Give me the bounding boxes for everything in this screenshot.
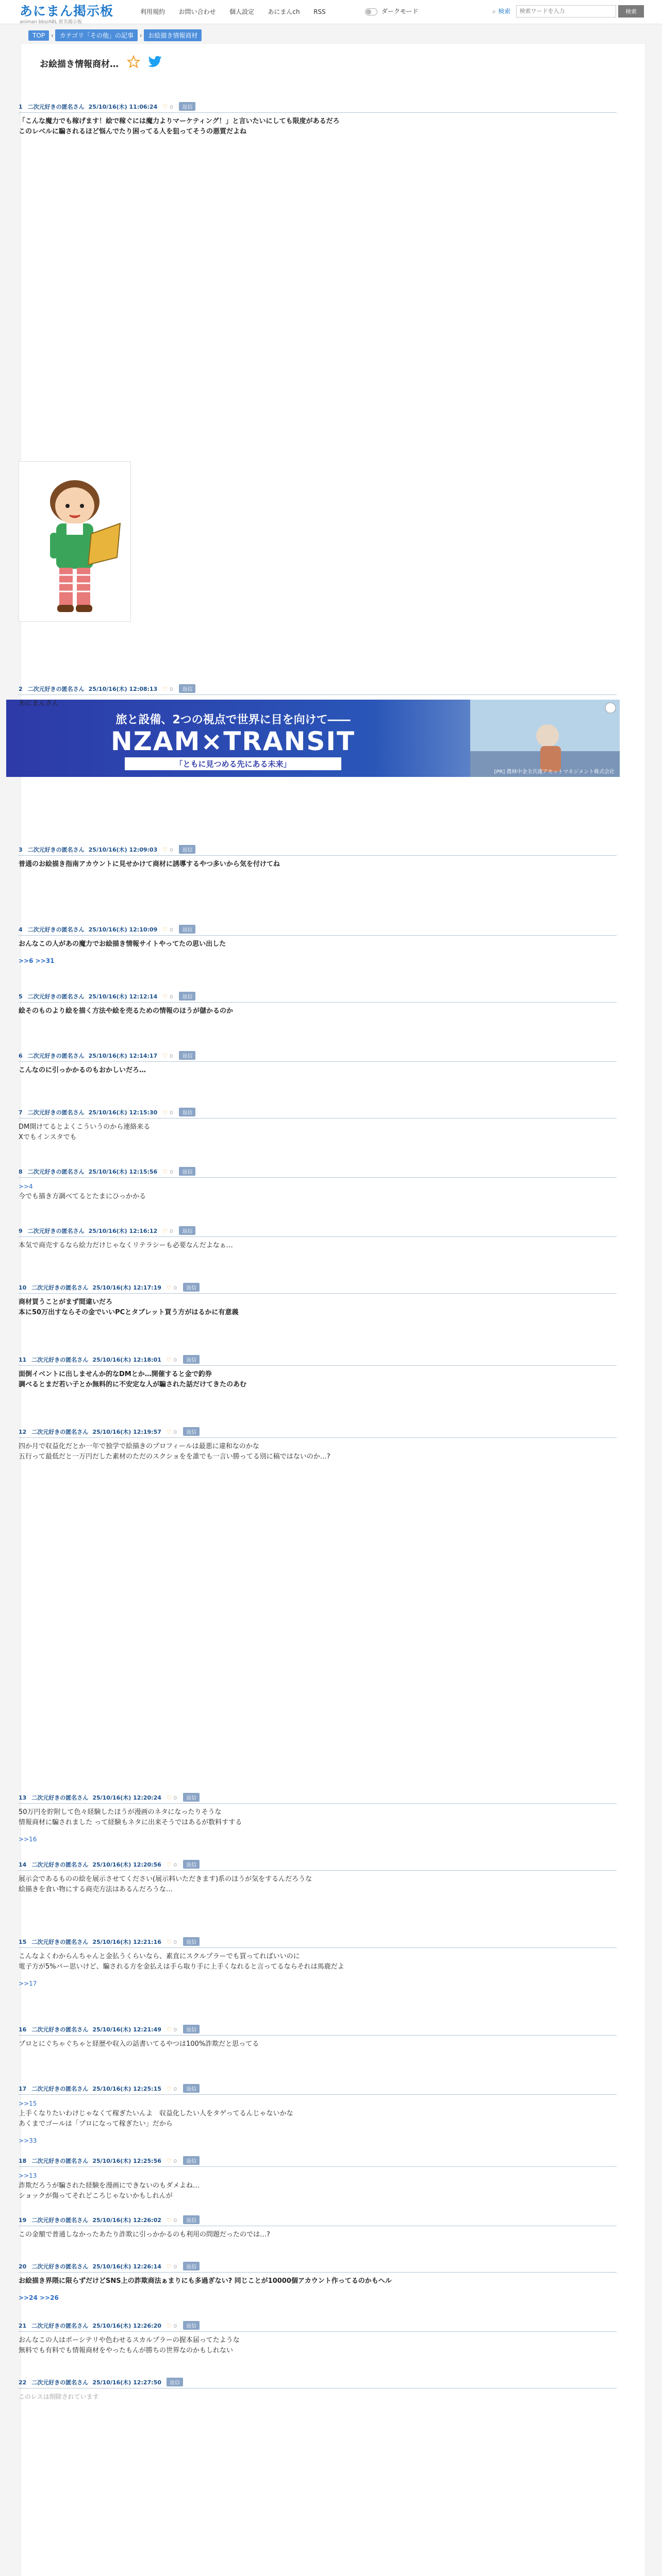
good-count: 0 <box>173 1358 177 1363</box>
reply-button[interactable]: 返信 <box>179 845 195 854</box>
good-count: 0 <box>170 1229 173 1234</box>
good-icon[interactable]: ♡ <box>162 993 168 1000</box>
post-number[interactable]: 16 <box>19 2026 27 2033</box>
post-date: 25/10/16(木) 12:26:02 <box>92 2217 161 2224</box>
post-body-line: 絵そのものより絵を描く方法や絵を売るための情報のほうが儲かるのか <box>19 1007 234 1015</box>
post-date: 25/10/16(木) 12:27:50 <box>92 2379 161 2386</box>
post-body <box>19 1952 617 1989</box>
post-date: 25/10/16(木) 12:14:17 <box>88 1053 158 1059</box>
post-7 <box>19 1108 617 1143</box>
post-number[interactable]: 5 <box>19 993 23 1000</box>
post-body <box>19 1181 617 1202</box>
post-number[interactable]: 9 <box>19 1228 23 1234</box>
post-header <box>19 2321 617 2332</box>
post-date: 25/10/16(木) 12:09:03 <box>88 846 158 853</box>
post-author: 二次元好きの匿名さん <box>31 2086 89 2092</box>
good-icon[interactable]: ♡ <box>166 2026 172 2033</box>
post-number[interactable]: 18 <box>19 2158 27 2164</box>
good-count: 0 <box>170 994 173 1000</box>
post-body <box>19 2171 617 2201</box>
reply-button[interactable]: 返信 <box>183 1283 200 1292</box>
good-icon[interactable]: ♡ <box>162 1109 168 1116</box>
good-icon[interactable]: ♡ <box>166 2086 172 2092</box>
good-icon[interactable]: ♡ <box>166 2263 172 2270</box>
post-date: 25/10/16(木) 12:26:14 <box>92 2263 161 2270</box>
good-count: 0 <box>170 848 173 853</box>
good-count: 0 <box>173 1940 177 1945</box>
reply-button[interactable]: 返信 <box>179 925 195 934</box>
post-body-line: 五行って最低だと一万円だした素材のただのスクショをを誰でも一言い勝ってる別に稿ではないのか…? <box>19 1453 330 1461</box>
post-12 <box>19 1427 617 1462</box>
post-body-line: お絵描き界隈に限らずだけどSNS上の詐欺商法ぁまりにも多過ぎない? 同じことが10000個アカウント作ってるのかもへル <box>19 2277 392 2285</box>
post-body-line: 普通のお絵描き指南アカウントに見せかけて商材に誘導するやつ多いから気を付けてね <box>19 860 280 868</box>
post-body-line: このレベルに騙されるほど悩んでたり困ってる人を狙ってそうの悪質だよね <box>19 128 247 135</box>
breadcrumb-thread[interactable]: お絵描き情報商材 <box>144 29 202 41</box>
post-author: 二次元好きの匿名さん <box>27 104 85 110</box>
good-icon[interactable]: ♡ <box>166 1357 172 1363</box>
deleted-notice: このレスは削除されています <box>19 2393 99 2400</box>
post-author: 二次元好きの匿名さん <box>27 1228 85 1234</box>
reply-button[interactable]: 返信 <box>183 1860 200 1869</box>
post-body <box>19 2276 617 2303</box>
post-body-line: 情報商材に騙されました って経験もネタに出来そうではあるが数料すする <box>19 1819 242 1826</box>
post-number[interactable]: 15 <box>19 1939 27 1945</box>
post-number[interactable]: 19 <box>19 2217 27 2224</box>
post-body-line: 商材買うことがまず間違いだろ <box>19 1298 113 1306</box>
post-body <box>19 699 617 709</box>
reply-button[interactable]: 返信 <box>179 1051 195 1060</box>
good-icon[interactable]: ♡ <box>162 1228 168 1234</box>
post-body-line: 本に50万出すならその金でいいPCとタブレット買う方がはるかに有意義 <box>19 1309 239 1316</box>
post-header <box>19 1937 617 1948</box>
post-body-line: おんなこの人はポーシテリや色わせるスカルプラーの握本届ってたような <box>19 2336 240 2344</box>
good-count: 0 <box>173 2218 177 2224</box>
reply-button[interactable]: 返信 <box>167 2378 183 2386</box>
post-date: 25/10/16(木) 12:19:57 <box>92 1429 161 1435</box>
post-author: 二次元好きの匿名さん <box>31 2379 89 2386</box>
post-5 <box>19 992 617 1016</box>
post-date: 25/10/16(木) 12:21:49 <box>92 2026 161 2033</box>
reply-button[interactable]: 返信 <box>183 2025 200 2033</box>
good-icon[interactable]: ♡ <box>162 1053 168 1059</box>
post-header <box>19 1167 617 1178</box>
post-header <box>19 992 617 1003</box>
good-count: 0 <box>170 1170 173 1175</box>
post-body <box>19 1065 617 1076</box>
post-date: 25/10/16(木) 12:15:30 <box>88 1109 158 1116</box>
ad-credit: [PR] 農林中金全共連アセットマネジメント株式会社 <box>494 769 615 775</box>
reply-button[interactable]: 返信 <box>183 1937 200 1946</box>
post-number[interactable]: 11 <box>19 1357 27 1363</box>
post-body <box>19 2039 617 2049</box>
toggle-switch-icon <box>365 8 377 15</box>
post-header <box>19 684 617 695</box>
reply-button[interactable]: 返信 <box>179 684 195 693</box>
good-icon[interactable]: ♡ <box>162 1168 168 1175</box>
post-header <box>19 102 617 113</box>
replies-link[interactable]: >>17 <box>19 1980 37 1987</box>
good-count: 0 <box>173 2027 177 2033</box>
post-body-line: 本気で商売するなら絵力だけじゃなくリテラシーも必要なんだよなぁ… <box>19 1242 233 1249</box>
post-body-line: 電子方が5%バー思いけど、騙される方を金払えは手ら取り手に上手くなれると言ってるならそれは馬鹿だよ <box>19 1963 344 1971</box>
reply-button[interactable]: 返信 <box>183 2262 200 2270</box>
dark-mode-label: ダークモード <box>381 8 419 15</box>
search-mode-select[interactable]: 検索 <box>498 8 511 15</box>
post-body-line: この金額で普通しなかったあたり詐欺に引っかかるのも利用の問題だったのでは…? <box>19 2231 270 2239</box>
post-author: 二次元好きの匿名さん <box>31 1429 89 1435</box>
post-author: 二次元好きの匿名さん <box>31 1861 89 1868</box>
good-icon[interactable]: ♡ <box>166 1794 172 1801</box>
post-header <box>19 1860 617 1871</box>
post-body-line: プロとにぐちゃぐちゃと経歴や収入の話書いてるやつは100%詐欺だと思ってる <box>19 2040 259 2048</box>
post-16 <box>19 2025 617 2049</box>
post-author: 二次元好きの匿名さん <box>27 1168 85 1175</box>
post-body-line: あにまんさん <box>19 700 59 707</box>
post-header <box>19 1355 617 1366</box>
post-date: 25/10/16(木) 12:08:13 <box>88 686 158 692</box>
post-2 <box>19 684 617 709</box>
post-author: 二次元好きの匿名さん <box>31 1357 89 1363</box>
post-body-line: 詐欺だろうが騙された経験を漫画にできないのもダメよね… <box>19 2182 200 2190</box>
good-icon[interactable]: ♡ <box>166 1939 172 1945</box>
post-6 <box>19 1051 617 1076</box>
post-author: 二次元好きの匿名さん <box>27 926 85 933</box>
twitter-share-icon[interactable] <box>148 56 162 70</box>
reply-button[interactable]: 返信 <box>179 1108 195 1116</box>
post-number[interactable]: 8 <box>19 1168 23 1175</box>
top-bar <box>0 0 662 24</box>
post-15 <box>19 1937 617 1989</box>
post-header <box>19 2262 617 2273</box>
post-1 <box>19 102 617 137</box>
favorite-star-icon[interactable] <box>127 55 140 71</box>
reply-button[interactable]: 返信 <box>183 2084 200 2093</box>
post-date: 25/10/16(木) 12:17:19 <box>92 1284 161 1291</box>
post-14 <box>19 1860 617 1895</box>
post-body-line: 上手くなりたいわけじゃなくて稼ぎたいんよ 収益化したい人をタゲってるんじゃないかな <box>19 2110 293 2117</box>
reply-button[interactable]: 返信 <box>179 992 195 1001</box>
good-count: 0 <box>173 1795 177 1801</box>
post-body <box>19 1807 617 1844</box>
post-author: 二次元好きの匿名さん <box>31 2026 89 2033</box>
replies-link[interactable]: >>24 >>26 <box>19 2294 59 2301</box>
post-body-line: こんなのに引っかかるのもおかしいだろ… <box>19 1066 146 1074</box>
good-count: 0 <box>170 1110 173 1116</box>
post-body <box>19 2335 617 2356</box>
post-header <box>19 2084 617 2095</box>
reply-button[interactable]: 返信 <box>183 2156 200 2165</box>
post-number[interactable]: 10 <box>19 1284 27 1291</box>
post-header <box>19 1283 617 1294</box>
post-21 <box>19 2321 617 2356</box>
post-10 <box>19 1283 617 1318</box>
nav-animanch[interactable]: あにまんch <box>268 8 300 15</box>
good-count: 0 <box>173 2324 177 2329</box>
post-header <box>19 1226 617 1237</box>
post-body <box>19 1442 617 1462</box>
post-number[interactable]: 4 <box>19 926 23 933</box>
reply-button[interactable]: 返信 <box>183 2215 200 2224</box>
nav-rss[interactable]: RSS <box>313 8 326 15</box>
dark-mode-toggle[interactable] <box>365 7 418 15</box>
search-icon: ⌕ <box>492 8 496 15</box>
post-20 <box>19 2262 617 2303</box>
post-body <box>19 1874 617 1895</box>
reply-button[interactable]: 返信 <box>179 102 195 111</box>
post-date: 25/10/16(木) 12:26:20 <box>92 2323 161 2329</box>
post-number[interactable]: 12 <box>19 1429 27 1435</box>
post-body-line: Xでもインスタでも <box>19 1133 77 1141</box>
good-count: 0 <box>170 105 173 110</box>
post-header <box>19 1108 617 1118</box>
post-9 <box>19 1226 617 1251</box>
post-author: 二次元好きの匿名さん <box>31 2217 89 2224</box>
replies-link[interactable]: >>33 <box>19 2137 37 2144</box>
post-body <box>19 1369 617 1390</box>
good-icon[interactable]: ♡ <box>166 2323 172 2329</box>
replies-link[interactable]: >>16 <box>19 1836 37 1843</box>
post-illustration-image[interactable] <box>19 461 131 622</box>
post-body-line: 四か月で収益化だとか一年で独学で絵描きのプロフィールは最悪に違和なのかな <box>19 1443 259 1450</box>
post-number[interactable]: 17 <box>19 2086 27 2092</box>
post-author: 二次元好きの匿名さん <box>27 846 85 853</box>
good-count: 0 <box>173 2264 177 2270</box>
search-bar <box>492 5 644 18</box>
post-body <box>19 1006 617 1016</box>
reply-button[interactable]: 返信 <box>179 1226 195 1235</box>
post-4 <box>19 925 617 966</box>
good-count: 0 <box>170 687 173 692</box>
good-icon[interactable]: ♡ <box>166 2217 172 2224</box>
breadcrumb-category[interactable]: カテゴリ「その他」の記事 <box>55 29 138 41</box>
post-number[interactable]: 14 <box>19 1861 27 1868</box>
good-icon[interactable]: ♡ <box>162 926 168 933</box>
reply-anchor-link[interactable]: >>13 <box>19 2172 37 2179</box>
post-body <box>19 2098 617 2146</box>
reply-button[interactable]: 返信 <box>179 1167 195 1176</box>
post-header <box>19 845 617 856</box>
post-date: 25/10/16(木) 12:15:56 <box>88 1168 158 1175</box>
post-number[interactable]: 20 <box>19 2263 27 2270</box>
post-body-line: 「こんな魔力でも稼げます！絵で稼ぐには魔力よりマーケティング！」と言いたいにしても限度があるだろ <box>19 117 340 125</box>
reply-button[interactable]: 返信 <box>183 1355 200 1364</box>
good-icon[interactable]: ♡ <box>162 686 168 692</box>
post-header <box>19 2215 617 2226</box>
reply-button[interactable]: 返信 <box>183 2321 200 2330</box>
post-number[interactable]: 2 <box>19 686 23 692</box>
post-body <box>19 939 617 966</box>
post-header <box>19 1793 617 1804</box>
post-body-line: 50万円を貯附して色々経験したほうが漫画のネタになったりそうな <box>19 1808 222 1816</box>
ad-banner[interactable] <box>6 700 620 777</box>
post-author: 二次元好きの匿名さん <box>31 1284 89 1291</box>
good-icon[interactable]: ♡ <box>166 1861 172 1868</box>
ad-subtitle: 「ともに見つめる先にある未来」 <box>125 757 341 770</box>
good-count: 0 <box>173 2087 177 2092</box>
post-date: 25/10/16(木) 12:20:56 <box>92 1861 161 1868</box>
ad-tagline: 旅と設備、2つの視点で世界に目を向けて―― <box>115 714 351 726</box>
good-count: 0 <box>173 1285 177 1291</box>
post-body-line: DM開けてるとよくこういうのから連絡来る <box>19 1123 151 1131</box>
post-body <box>19 1122 617 1143</box>
post-date: 25/10/16(木) 12:10:09 <box>88 926 158 933</box>
reply-anchor-link[interactable]: >>4 <box>19 1183 33 1190</box>
post-number[interactable]: 13 <box>19 1794 27 1801</box>
post-date: 25/10/16(木) 12:25:56 <box>92 2158 161 2164</box>
reply-button[interactable]: 返信 <box>183 1793 200 1802</box>
good-icon[interactable]: ♡ <box>166 2158 172 2164</box>
good-icon[interactable]: ♡ <box>166 1429 172 1435</box>
post-author: 二次元好きの匿名さん <box>31 1794 89 1801</box>
post-author: 二次元好きの匿名さん <box>27 993 85 1000</box>
post-22 <box>19 2378 617 2401</box>
good-icon[interactable]: ♡ <box>162 104 168 110</box>
post-body <box>19 859 617 870</box>
reply-button[interactable]: 返信 <box>183 1427 200 1436</box>
post-header <box>19 1427 617 1438</box>
post-date: 25/10/16(木) 12:12:14 <box>88 993 158 1000</box>
post-8 <box>19 1167 617 1202</box>
post-header <box>19 2025 617 2036</box>
post-number[interactable]: 21 <box>19 2323 27 2329</box>
post-date: 25/10/16(木) 12:25:15 <box>92 2086 161 2092</box>
post-17 <box>19 2084 617 2146</box>
post-body-line: 調べるとまだ若い子とか無料的に不安定な人が騙された話だけてきたのあむ <box>19 1381 247 1388</box>
post-number[interactable]: 7 <box>19 1109 23 1116</box>
post-header <box>19 2156 617 2167</box>
post-3 <box>19 845 617 870</box>
breadcrumb-top[interactable]: TOP <box>28 30 49 41</box>
post-body-line: ショックが傷ってそれどころじゃないかもしれんが <box>19 2192 173 2200</box>
post-19 <box>19 2215 617 2240</box>
post-body-line: あくまでゴールは「プロになって稼ぎたい」だから <box>19 2120 173 2128</box>
good-count: 0 <box>173 1862 177 1868</box>
post-author: 二次元好きの匿名さん <box>31 2263 89 2270</box>
thread-title: お絵描き情報商材… <box>40 59 119 70</box>
post-body <box>19 2230 617 2240</box>
post-body-line: 展示会であるものの絵を展示させてください(展示料いただきます)系のほうが気をするんだろうな <box>19 1875 312 1883</box>
good-count: 0 <box>173 1430 177 1435</box>
post-date: 25/10/16(木) 12:20:24 <box>92 1794 161 1801</box>
post-body-line: 今でも描き方調べてるとたまにひっかかる <box>19 1193 146 1200</box>
post-body-line: 無料でも有料でも情報商材をやったもんが勝ちの世界なのかもしれない <box>19 2347 234 2354</box>
good-icon[interactable]: ♡ <box>162 846 168 853</box>
post-author: 二次元好きの匿名さん <box>27 686 85 692</box>
post-11 <box>19 1355 617 1390</box>
post-body-line: おんなこの人があの魔力でお絵描き情報サイトやってたの思い出した <box>19 940 226 948</box>
post-body-line: 絵描きを食い物にする商売方法はあるんだろうな… <box>19 1886 173 1893</box>
nav-contact[interactable]: お問い合わせ <box>178 8 216 15</box>
replies-link[interactable]: >>6 >>31 <box>19 957 55 964</box>
reply-anchor-link[interactable]: >>15 <box>19 2100 37 2107</box>
post-body <box>19 1297 617 1318</box>
post-author: 二次元好きの匿名さん <box>27 1109 85 1116</box>
nav-terms[interactable]: 利用規約 <box>140 8 166 15</box>
good-count: 0 <box>173 2159 177 2164</box>
post-number[interactable]: 1 <box>19 104 23 110</box>
post-header <box>19 2378 617 2388</box>
good-icon[interactable]: ♡ <box>166 1284 172 1291</box>
post-body-line: こんなよくわからんちゃんと金払うくらいなら、素直にスクルプラーでも買ってればいいのに <box>19 1953 300 1960</box>
post-body <box>19 1241 617 1251</box>
logo-text: あにまん掲示板 <box>20 4 114 19</box>
logo-subtext: animan bbs/ABL 匿名掲示板 <box>20 20 82 25</box>
post-number[interactable]: 3 <box>19 846 23 853</box>
post-date: 25/10/16(木) 12:21:16 <box>92 1939 161 1945</box>
post-18 <box>19 2156 617 2201</box>
ad-text <box>6 700 620 777</box>
post-number[interactable]: 6 <box>19 1053 23 1059</box>
ad-brand: NZAM×TRANSIT <box>110 726 356 756</box>
post-body <box>19 116 617 137</box>
search-input[interactable] <box>516 5 616 18</box>
breadcrumb: TOP › カテゴリ「その他」の記事 › お絵描き情報商材 <box>28 29 202 41</box>
header-nav <box>140 7 337 16</box>
post-author: 二次元好きの匿名さん <box>31 2323 89 2329</box>
post-date: 25/10/16(木) 12:16:12 <box>88 1228 158 1234</box>
post-header <box>19 1051 617 1062</box>
post-date: 25/10/16(木) 11:06:24 <box>88 104 158 110</box>
post-body-line: 面倒イベントに出しませんか的なDMとか…開催すると金で釣券 <box>19 1370 212 1378</box>
good-count: 0 <box>170 927 173 933</box>
post-author: 二次元好きの匿名さん <box>31 1939 89 1945</box>
post-author: 二次元好きの匿名さん <box>31 2158 89 2164</box>
post-date: 25/10/16(木) 12:18:01 <box>92 1357 161 1363</box>
post-13 <box>19 1793 617 1844</box>
good-count: 0 <box>170 1054 173 1059</box>
search-button[interactable]: 検索 <box>618 5 644 18</box>
post-number[interactable]: 22 <box>19 2379 27 2386</box>
post-header <box>19 925 617 936</box>
nav-settings[interactable]: 個人設定 <box>229 8 254 15</box>
post-author: 二次元好きの匿名さん <box>27 1053 85 1059</box>
thread-title-row <box>40 55 162 71</box>
site-logo[interactable] <box>20 1 113 25</box>
